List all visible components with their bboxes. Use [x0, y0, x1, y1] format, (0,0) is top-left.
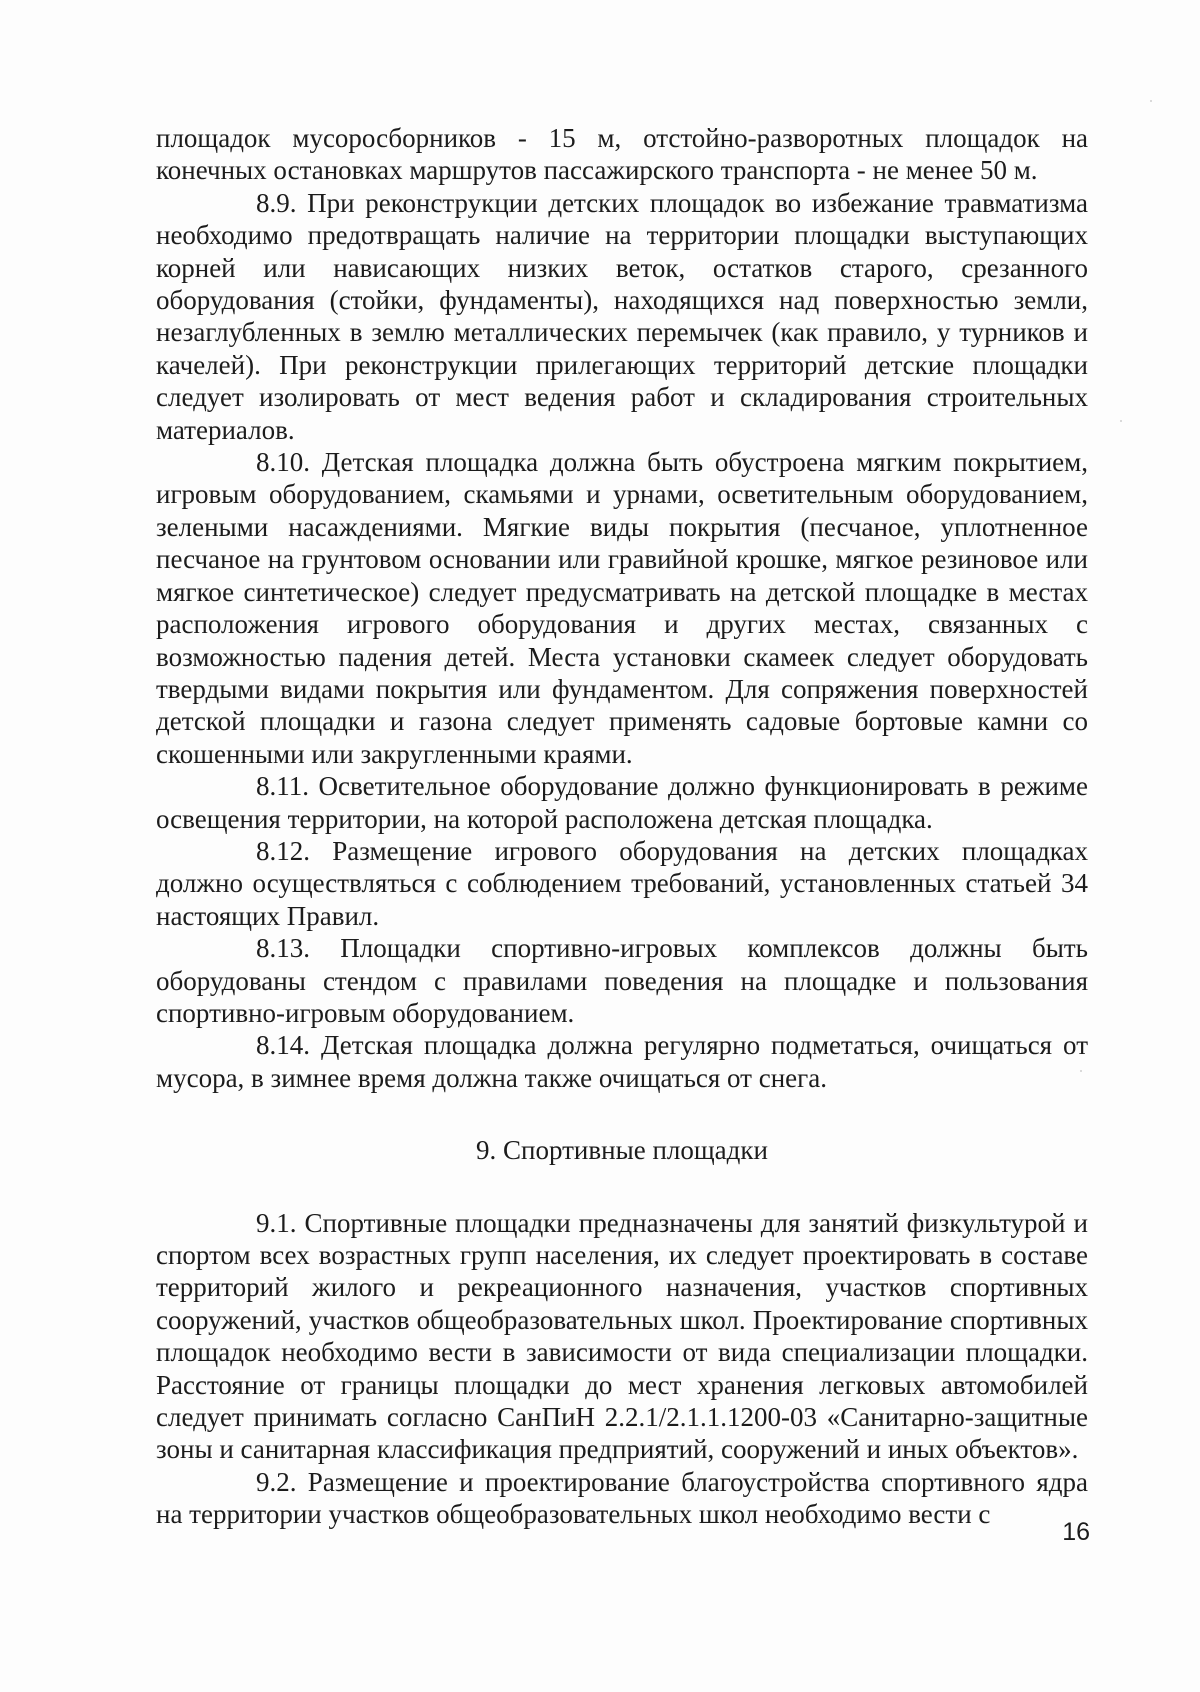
paragraph-9-2: 9.2. Размещение и проектирование благоустройства спортивного ядра на территории участков общеобразовательных школ необходимо вести с — [156, 1466, 1088, 1530]
paragraph-8-14: 8.14. Детская площадка должна регулярно подметаться, очищаться от мусора, в зимнее время должна также очищаться от снега. — [156, 1030, 1088, 1093]
scan-speck — [1120, 420, 1122, 422]
paragraph-8-10: 8.10. Детская площадка должна быть обустроена мягким покрытием, игровым оборудованием, скамьями и урнами, осветительным оборудованием, зелеными насаждениями. Мягкие виды покрытия (песчаное, уплотненное песчаное на грунтовом основании или гравийной крошке, мягкое резиновое или мягкое синтетическое) следует предусматривать на детской площадке в местах расположения игрового оборудования и других местах, связанных с возможностью падения детей. Места установки скамеек следует оборудовать твердыми видами покрытия или фундаментом. Для сопряжения поверхностей детской площадки и газона следует применять садовые бортовые камни со скошенными или закругленными краями. — [156, 447, 1088, 769]
page-number: 16 — [1062, 1518, 1090, 1546]
continuation-paragraph: площадок мусоросборников - 15 м, отстойно-разворотных площадок на конечных остановках маршрутов пассажирского транспорта - не менее 50 м. — [156, 123, 1088, 186]
paragraph-8-9: 8.9. При реконструкции детских площадок во избежание травматизма необходимо предотвращать наличие на территории площадки выступающих корней или нависающих низких веток, остатков старого, срезанного оборудования (стойки, фундаменты), находящихся над поверхностью земли, незаглубленных в землю металлических перемычек (как правило, у турников и качелей). При реконструкции прилегающих территорий детские площадки следует изолировать от мест ведения работ и складирования строительных материалов. — [156, 187, 1088, 445]
document-body — [156, 122, 1088, 1531]
scan-speck — [1150, 100, 1152, 102]
paragraph-8-11: 8.11. Осветительное оборудование должно функционировать в режиме освещения территории, на которой расположена детская площадка. — [156, 771, 1088, 834]
scan-speck — [1080, 1070, 1082, 1072]
paragraph-9-1: 9.1. Спортивные площадки предназначены для занятий физкультурой и спортом всех возрастных групп населения, их следует проектировать в составе территорий жилого и рекреационного назначения, участков спортивных сооружений, участков общеобразовательных школ. Проектирование спортивных площадок необходимо вести в зависимости от вида специализации площадки. Расстояние от границы площадки до мест хранения легковых автомобилей следует принимать согласно СанПиН 2.2.1/2.1.1.1200-03 «Санитарно-защитные зоны и санитарная классификация предприятий, сооружений и иных объектов». — [156, 1207, 1088, 1465]
paragraph-8-12: 8.12. Размещение игрового оборудования на детских площадках должно осуществляться с соблюдением требований, установленных статьей 34 настоящих Правил. — [156, 835, 1088, 931]
section-9-heading: 9. Спортивные площадки — [476, 1135, 768, 1166]
paragraph-8-13: 8.13. Площадки спортивно-игровых комплексов должны быть оборудованы стендом с правилами поведения на площадке и пользования спортивно-игровым оборудованием. — [156, 933, 1088, 1028]
